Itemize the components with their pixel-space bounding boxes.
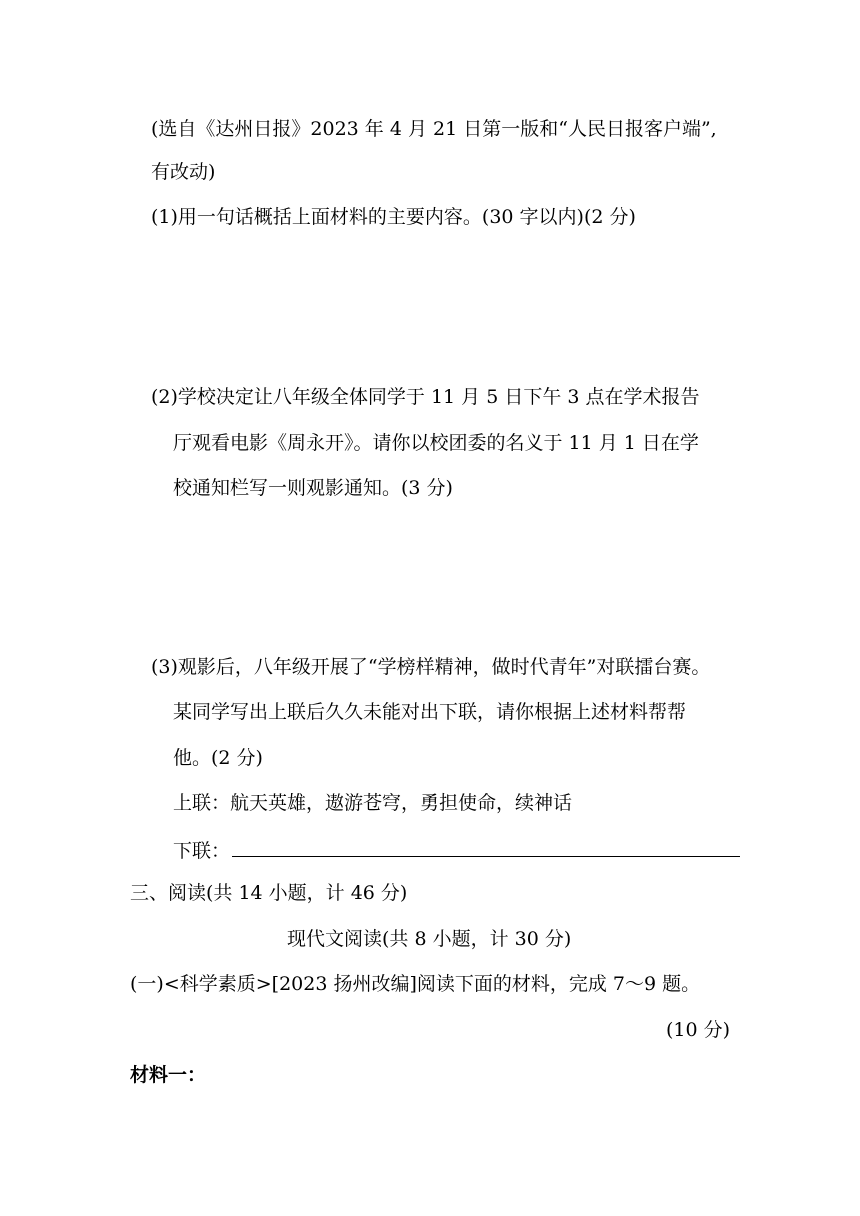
question-3-line2: 某同学写出上联后久久未能对出下联，请你根据上述材料帮帮 xyxy=(173,701,687,723)
question-2-line2: 厅观看电影《周永开》。请你以校团委的名义于 11 月 1 日在学 xyxy=(173,432,699,454)
question-2-line3: 校通知栏写一则观影通知。(3 分) xyxy=(173,477,453,499)
upper-couplet: 上联：航天英雄，遨游苍穹，勇担使命，续神话 xyxy=(173,792,573,814)
question-3-line1: (3)观影后，八年级开展了“学榜样精神，做时代青年”对联擂台赛。 xyxy=(151,656,711,678)
material-1-heading: 材料一： xyxy=(130,1064,207,1086)
lower-couplet-answer-blank[interactable] xyxy=(232,836,740,857)
section-3-heading: 三、阅读(共 14 小题，计 46 分) xyxy=(130,882,408,904)
section-3-subheading: 现代文阅读(共 8 小题，计 30 分) xyxy=(287,928,572,950)
lower-couplet-row xyxy=(173,836,740,863)
question-3-line3: 他。(2 分) xyxy=(173,747,263,769)
part-1-score: (10 分) xyxy=(665,1019,730,1041)
lower-couplet-label: 下联： xyxy=(173,840,231,862)
source-citation-line2: 有改动) xyxy=(151,161,216,183)
question-1: (1)用一句话概括上面材料的主要内容。(30 字以内)(2 分) xyxy=(151,206,636,228)
part-1-instruction: (一)<科学素质>[2023 扬州改编]阅读下面的材料，完成 7～9 题。 xyxy=(130,973,701,995)
source-citation-line1: (选自《达州日报》2023 年 4 月 21 日第一版和“人民日报客户端”, xyxy=(151,118,717,140)
question-2-line1: (2)学校决定让八年级全体同学于 11 月 5 日下午 3 点在学术报告 xyxy=(151,386,700,408)
